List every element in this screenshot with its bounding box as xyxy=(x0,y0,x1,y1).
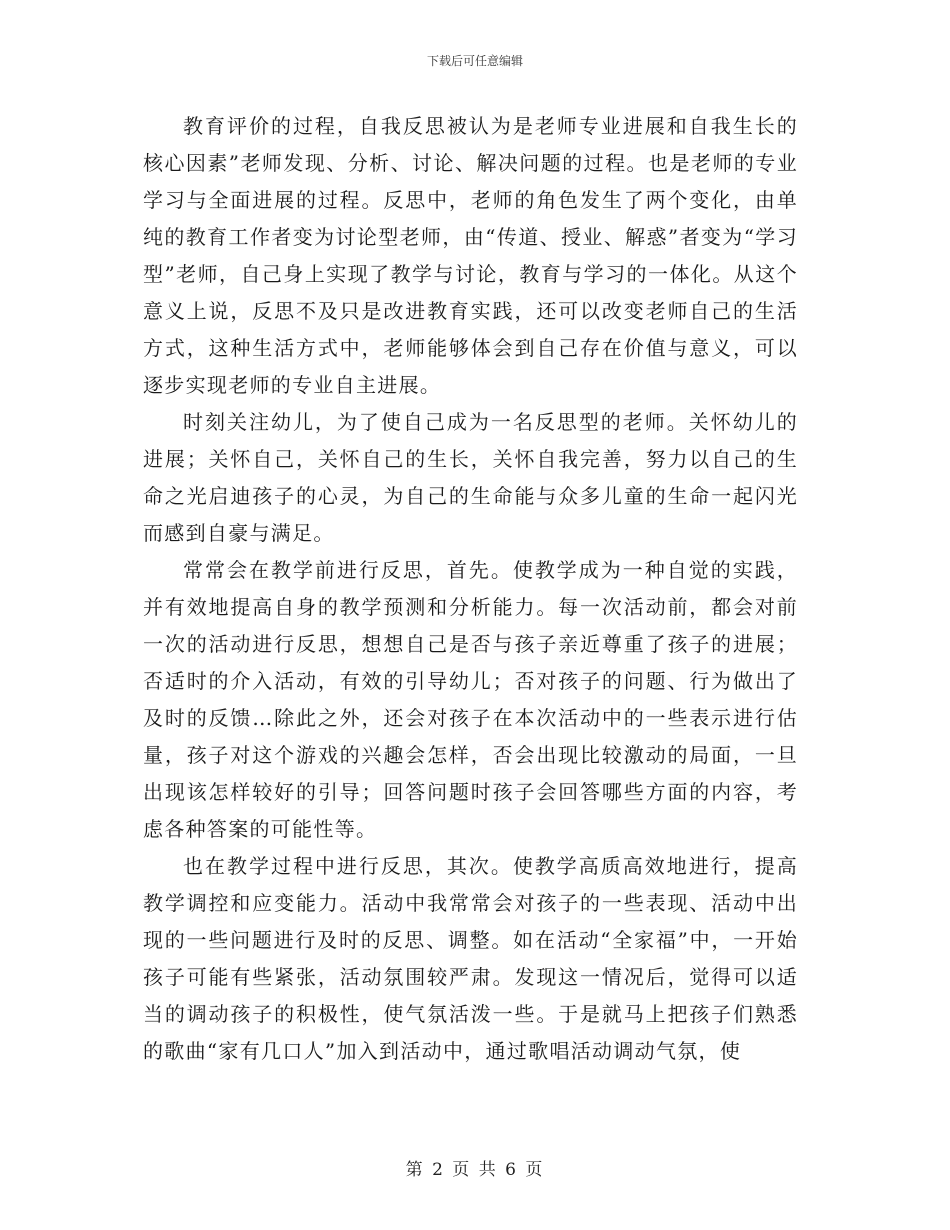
page-number: 第 2 页 共 6 页 xyxy=(405,1160,545,1180)
page-header-note: 下载后可任意编辑 xyxy=(426,54,523,68)
paragraph-3: 常常会在教学前进行反思，首先。使教学成为一种自觉的实践，并有效地提高自身的教学预测和分析能力。每一次活动前，都会对前一次的活动进行反思，想想自己是否与孩子亲近尊重了孩子的进展；否适时的介入活动，有效的引导幼儿；否对孩子的问题、行为做出了及时的反馈…除此之外，还会对孩子在本次活动中的一些表示进行估量，孩子对这个游戏的兴趣会怎样，否会出现比较激动的局面，一旦出现该怎样较好的引导；回答问题时孩子会回答哪些方面的内容，考虑各种答案的可能性等。 xyxy=(143,558,798,841)
paragraph-2: 时刻关注幼儿，为了使自己成为一名反思型的老师。关怀幼儿的进展；关怀自己，关怀自己的生长，关怀自我完善，努力以自己的生命之光启迪孩子的心灵，为自己的生命能与众多儿童的生命一起闪光而感到自豪与满足。 xyxy=(143,410,798,545)
document-body xyxy=(143,108,798,1070)
paragraph-4: 也在教学过程中进行反思，其次。使教学高质高效地进行，提高教学调控和应变能力。活动中我常常会对孩子的一些表现、活动中出现的一些问题进行及时的反思、调整。如在活动“全家福”中，一开始孩子可能有些紧张，活动氛围较严肃。发现这一情况后，觉得可以适当的调动孩子的积极性，使气氛活泼一些。于是就马上把孩子们熟悉的歌曲“家有几口人”加入到活动中，通过歌唱活动调动气氛，使 xyxy=(143,854,798,1063)
paragraph-1: 教育评价的过程，自我反思被认为是老师专业进展和自我生长的核心因素”老师发现、分析、讨论、解决问题的过程。也是老师的专业学习与全面进展的过程。反思中，老师的角色发生了两个变化，由单纯的教育工作者变为讨论型老师，由“传道、授业、解惑”者变为“学习型”老师，自己身上实现了教学与讨论，教育与学习的一体化。从这个意义上说，反思不及只是改进教育实践，还可以改变老师自己的生活方式，这种生活方式中，老师能够体会到自己存在价值与意义，可以逐步实现老师的专业自主进展。 xyxy=(143,114,798,397)
